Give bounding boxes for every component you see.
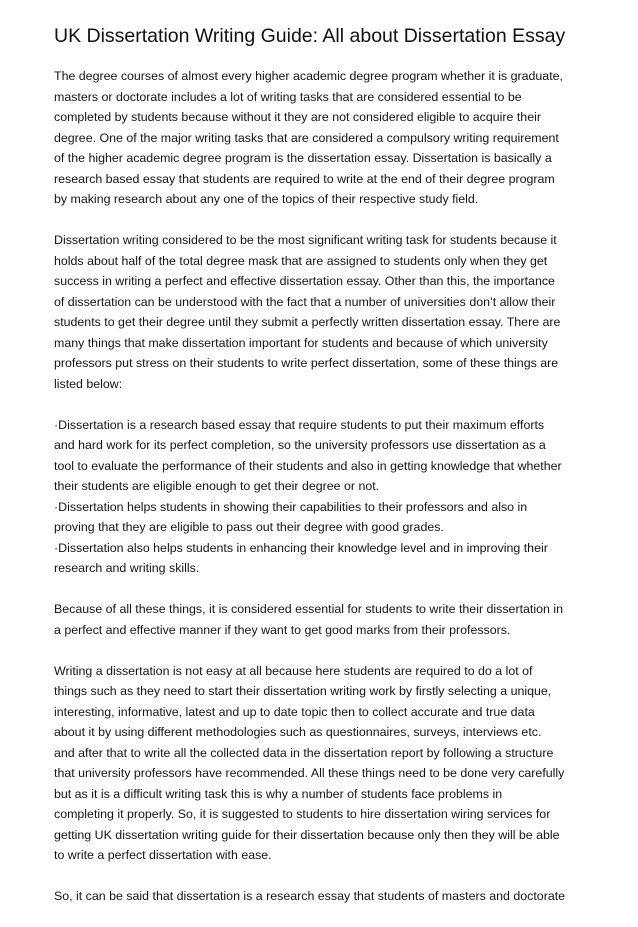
bullet-line: ·Dissertation helps students in showing their capabilities to their professors and also in bbox=[54, 499, 528, 514]
text-line: completed by students because without it they are not considered eligible to acquire their bbox=[54, 110, 541, 124]
text-line: professors put stress on their students to write perfect dissertation, some of these things are bbox=[54, 356, 559, 370]
text-line: listed below: bbox=[54, 376, 123, 391]
text-line: and after that to write all the collected data in the dissertation report by following a structure bbox=[54, 745, 554, 760]
text-line: getting UK dissertation writing guide for their dissertation because only then they will be able bbox=[54, 827, 560, 842]
text-line: about it by using different methodologies such as questionnaires, surveys, interviews etc. bbox=[54, 725, 542, 739]
bullet-line: tool to evaluate the performance of their students and also in getting knowledge that whether bbox=[54, 458, 562, 473]
text-line: success in writing a perfect and effective dissertation essay. Other than this, the importance bbox=[54, 274, 555, 288]
text-line: many things that make dissertation important for students and because of which university bbox=[54, 335, 548, 350]
text-line: that university professors have recommended. All these things need to be done very carefully bbox=[54, 766, 565, 780]
bullet-line: ·Dissertation also helps students in enhancing their knowledge level and in improving their bbox=[54, 540, 548, 555]
paragraph-importance bbox=[54, 230, 594, 394]
paragraph-intro bbox=[54, 66, 594, 210]
text-line: things such as they need to start their dissertation writing work by firstly selecting a unique, bbox=[54, 684, 552, 698]
text-line: a perfect and effective manner if they want to get good marks from their professors. bbox=[54, 622, 511, 637]
text-line: holds about half of the total degree mask that are assigned to students only when they get bbox=[54, 253, 548, 268]
text-line: Dissertation writing considered to be the most significant writing task for students because it bbox=[54, 233, 557, 247]
bullet-line: research and writing skills. bbox=[54, 561, 200, 575]
text-line: of dissertation can be understood with the fact that a number of universities don’t allow their bbox=[54, 294, 556, 309]
text-line: research based essay that students are required to write at the end of their degree program bbox=[54, 171, 555, 186]
text-line: Because of all these things, it is considered essential for students to write their dissertation in bbox=[54, 602, 563, 616]
paragraph-writing bbox=[54, 661, 594, 866]
paragraph-because bbox=[54, 599, 594, 640]
text-line: to write a perfect dissertation with ease. bbox=[54, 848, 272, 862]
text-line: by making research about any one of the topics of their respective study field. bbox=[54, 192, 479, 206]
bullet-list bbox=[54, 415, 594, 579]
text-line: So, it can be said that dissertation is a research essay that students of masters and doctorate bbox=[54, 889, 566, 903]
bullet-line: ·Dissertation is a research based essay that require students to put their maximum efforts bbox=[54, 417, 545, 432]
text-line: completing it properly. So, it is suggested to students to hire dissertation wiring services for bbox=[54, 807, 551, 821]
bullet-line: their students are eligible enough to get their degree or not. bbox=[54, 479, 380, 493]
paragraph-conclusion bbox=[54, 886, 594, 907]
text-line: students to get their degree until they submit a perfectly written dissertation essay. There are bbox=[54, 315, 561, 329]
text-line: degree. One of the major writing tasks that are considered a compulsory writing requirement bbox=[54, 130, 559, 145]
bullet-line: proving that they are eligible to pass out their degree with good grades. bbox=[54, 520, 444, 534]
text-line: Writing a dissertation is not easy at all because here students are required to do a lot of bbox=[54, 663, 533, 678]
bullet-line: and hard work for its perfect completion, so the university professors use dissertation as a bbox=[54, 438, 546, 452]
document-title: UK Dissertation Writing Guide: All about Dissertation Essay bbox=[54, 25, 566, 47]
text-line: The degree courses of almost every higher academic degree program whether it is graduate, bbox=[54, 69, 563, 83]
text-line: of the higher academic degree program is the dissertation essay. Dissertation is basically a bbox=[54, 151, 552, 165]
text-line: interesting, informative, latest and up to date topic then to collect accurate and true data bbox=[54, 704, 535, 719]
document-page bbox=[54, 24, 594, 927]
text-line: masters or doctorate includes a lot of writing tasks that are considered essential to be bbox=[54, 89, 522, 104]
text-line: but as it is a difficult writing task this is why a number of students face problems in bbox=[54, 786, 503, 801]
